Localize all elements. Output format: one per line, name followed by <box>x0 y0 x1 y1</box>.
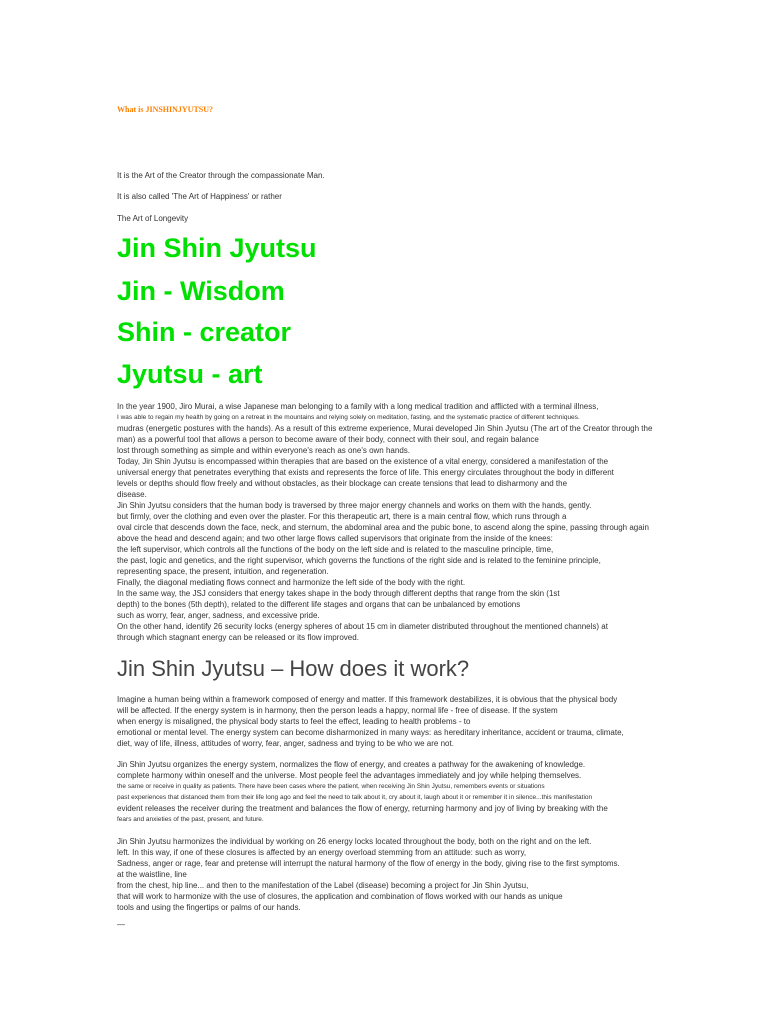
text-line: at the waistline, line <box>117 870 187 879</box>
text-line: disease. <box>117 490 147 499</box>
intro-line-3: The Art of Longevity <box>117 214 189 223</box>
text-line: emotional or mental level. The energy system can become disharmonized in many ways: as hereditary inheritance, accident or trauma, climate, <box>117 728 624 737</box>
body-paragraph-harmonizes <box>117 836 620 913</box>
title-jin-wisdom: Jin - Wisdom <box>117 276 285 306</box>
text-line: lost through something as simple and within everyone's reach as one's own hands. <box>117 446 410 455</box>
text-line: tools and using the fingertips or palms of our hands. <box>117 903 301 912</box>
text-line: mudras (energetic postures with the hands). As a result of this extreme experience, Murai developed Jin Shin Jyutsu (The art of the Creator through the <box>117 424 653 433</box>
text-line: fears and anxieties of the past, present, and future. <box>117 816 264 823</box>
document-heading: What is JINSHINJYUTSU? <box>117 105 214 114</box>
text-line: will be affected. If the energy system is in harmony, then the person leads a happy, normal life - free of disease. If the system <box>117 706 558 715</box>
text-line: depth) to the bones (5th depth), related to the different life stages and organs that can be unbalanced by emotions <box>117 600 521 609</box>
text-line: Jin Shin Jyutsu organizes the energy system, normalizes the flow of energy, and creates a pathway for the awakening of knowledge. <box>117 760 586 769</box>
text-line: Today, Jin Shin Jyutsu is encompassed within therapies that are based on the existence of a vital energy, considered a manifestation of the <box>117 457 609 466</box>
title-jin-shin-jyutsu: Jin Shin Jyutsu <box>117 233 317 263</box>
intro-line-2: It is also called 'The Art of Happiness' or rather <box>117 192 282 201</box>
text-line: Jin Shin Jyutsu considers that the human body is traversed by three major energy channels and works on them with the hands, gently. <box>117 501 592 510</box>
text-line: past experiences that distanced them from their life long ago and feel the need to talk about it, cry about it, laugh about it or remember it in silence...this manifestation <box>117 794 593 801</box>
text-line: but firmly, over the clothing and even over the plaster. For this therapeutic art, there is a main central flow, which runs through a <box>117 512 567 521</box>
text-line: In the year 1900, Jiro Murai, a wise Japanese man belonging to a family with a long medical tradition and afflicted with a terminal illness, <box>117 402 599 411</box>
body-paragraph-history <box>117 401 652 643</box>
body-paragraph-framework <box>117 694 624 749</box>
text-line: the past, logic and genetics, and the right supervisor, which governs the functions of the right side and is related to the feminine principle, <box>117 556 601 565</box>
text-line: from the chest, hip line... and then to the manifestation of the Label (disease) becoming a project for Jin Shin Jyutsu, <box>117 881 529 890</box>
text-line: diet, way of life, illness, attitudes of worry, fear, anger, sadness and trying to be who we are not. <box>117 739 454 748</box>
text-line: that will work to harmonize with the use of closures, the application and combination of flows worked with our hands as unique <box>117 892 563 901</box>
text-line: I was able to regain my health by going on a retreat in the mountains and relying solely on meditation, fasting, and the systematic practice of different techniques. <box>117 414 580 421</box>
text-line: left. In this way, if one of these closures is affected by an energy overload stemming from an attitude: such as worry, <box>117 848 527 857</box>
text-line: man) as a powerful tool that allows a person to become aware of their body, connect with their soul, and regain balance <box>117 435 539 444</box>
text-line: complete harmony within oneself and the universe. Most people feel the advantages immediately and joy while helping themselves. <box>117 771 582 780</box>
text-line: On the other hand, identify 26 security locks (energy spheres of about 15 cm in diameter distributed throughout the mentioned channels) at <box>117 622 608 631</box>
text-line: oval circle that descends down the face, neck, and sternum, the abdominal area and the pubic bone, to ascend along the spine, passing through again <box>117 523 649 532</box>
text-line: the same or receive in quality as patients. There have been cases where the patient, when receiving Jin Shin Jyutsu, remembers events or situations <box>117 783 545 790</box>
text-line: Imagine a human being within a framework composed of energy and matter. If this framework destabilizes, it is obvious that the physical body <box>117 695 618 704</box>
title-shin-creator: Shin - creator <box>117 317 292 347</box>
text-line: Jin Shin Jyutsu harmonizes the individual by working on 26 energy locks located throughout the body, both on the right and on the left. <box>117 837 592 846</box>
text-line: In the same way, the JSJ considers that energy takes shape in the body through different depths that range from the skin (1st <box>117 589 560 598</box>
text-line: representing space, the present, intuition, and regeneration. <box>117 567 329 576</box>
text-line: universal energy that penetrates everything that exists and represents the force of life. This energy circulates throughout the body in different <box>117 468 614 477</box>
trailing-dash: — <box>117 920 125 929</box>
text-line: when energy is misaligned, the physical body starts to feel the effect, leading to health problems - to <box>117 717 471 726</box>
body-paragraph-organizes <box>117 759 608 825</box>
intro-line-1: It is the Art of the Creator through the compassionate Man. <box>117 171 325 180</box>
section-heading-how-it-works: Jin Shin Jyutsu – How does it work? <box>117 656 470 681</box>
text-line: Finally, the diagonal mediating flows connect and harmonize the left side of the body with the right. <box>117 578 466 587</box>
text-line: through which stagnant energy can be released or its flow improved. <box>117 633 359 642</box>
text-line: such as worry, fear, anger, sadness, and excessive pride. <box>117 611 320 620</box>
text-line: levels or depths should flow freely and without obstacles, as their blockage can create tensions that lead to disharmony and the <box>117 479 568 488</box>
text-line: Sadness, anger or rage, fear and pretense will interrupt the natural harmony of the flow of energy in the body, giving rise to the first symptoms. <box>117 859 620 868</box>
text-line: the left supervisor, which controls all the functions of the body on the left side and is related to the masculine principle, time, <box>117 545 554 554</box>
text-line: above the head and descend again; and two other large flows called supervisors that originate from the inside of the knees: <box>117 534 553 543</box>
title-jyutsu-art: Jyutsu - art <box>117 359 263 389</box>
text-line: evident releases the receiver during the treatment and balances the flow of energy, returning harmony and joy of living by breaking with the <box>117 804 608 813</box>
